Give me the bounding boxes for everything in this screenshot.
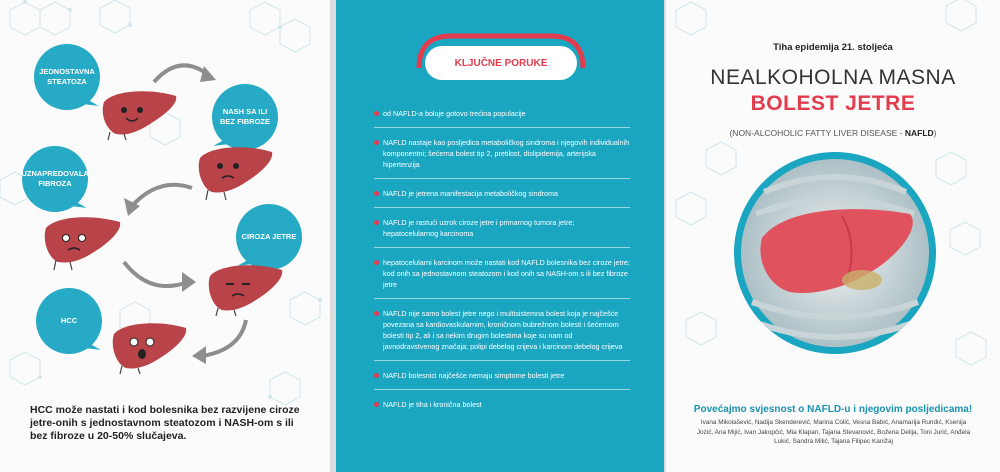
liver-character-happy — [100, 88, 180, 142]
divider — [374, 127, 630, 128]
cover-subtitle: Tiha epidemija 21. stoljeća — [773, 42, 893, 53]
stage-bubble-cirrhosis: CIROZA JETRE — [236, 204, 302, 270]
list-item: NAFLD nije samo bolest jetre nego i multisistemna bolest koja je najčešće povezana sa kardiovaskularnim, kroničnom bubrežnom bolesti i šećernom bolesti tip 2, ali i sa nekim drugim bolestima koje su nam od javnodravstvenog značaja; polipi debelog crijeva i karcinom debelog crijeva — [374, 308, 630, 352]
stage-bubble-steatosis: JEDNOSTAVNA STEATOZA — [34, 44, 100, 110]
stage-bubble-nash: NASH SA ILI BEZ FIBROZE — [212, 84, 278, 150]
liver-character-shocked — [110, 320, 190, 376]
liver-anatomy-illustration — [734, 152, 936, 354]
key-messages-list — [374, 108, 630, 410]
list-item: NAFLD nastaje kao posljedica metaboličkog sindroma i njegovih individualnih komponentni; šećerna bolest tip 2, pretilost, dislipidemija, arterijska hipertenzija — [374, 137, 630, 170]
key-messages-panel — [336, 0, 664, 472]
hcc-note: HCC može nastati i kod bolesnika bez razvijene ciroze jetre-onih s jednostavnom steatozom i NASH-om s ili bez fibroze u 20-50% slučajeva. — [30, 404, 300, 442]
list-item: hepatocelularni karcinom može nastati kod NAFLD bolesnika bez ciroze jetre; kod onih sa jednostavnom steatozom i kod onih sa NASH-om s ili bez fibroze jetre — [374, 257, 630, 290]
list-item: NAFLD je rastući uzrok ciroze jetre i primarnog tumora jetre; hepatocelularnog karcinoma — [374, 217, 630, 239]
arrow-icon — [120, 256, 200, 296]
arrow-icon — [118, 178, 198, 218]
divider — [374, 247, 630, 248]
arrow-icon — [150, 52, 220, 92]
liver-character-tired — [206, 262, 286, 318]
cover-panel — [666, 0, 1000, 472]
authors-list: Ivana Mikolašević, Nadija Skenderević, Marina Colić, Vesna Babić, Anamarija Rundić, Ksenija Jozić, Ana Mijić, Ivan Jakopčić, Mia Klapan, Tajana Stevanović, Božena Delija, Toni Jurić, Anđela Lukić, Sandra Milić, Tajana Filipec Kanižaj — [696, 419, 971, 445]
divider — [374, 207, 630, 208]
divider — [374, 389, 630, 390]
stage-bubble-advanced-fibrosis: UZNAPREDOVALA FIBROZA — [22, 146, 88, 212]
list-item: NAFLD je tiha i kronična bolest — [374, 399, 630, 410]
stage-bubble-hcc: HCC — [36, 288, 102, 354]
list-item: NAFLD bolesnici najčešće nemaju simptome bolesti jetre — [374, 370, 630, 381]
list-item: NAFLD je jetrena manifestacija metaboličkog sindroma — [374, 188, 630, 199]
liver-anatomy-drawing — [734, 152, 936, 354]
key-messages-header — [411, 28, 591, 88]
key-messages-title: KLJUČNE PORUKE — [425, 46, 577, 80]
divider — [374, 298, 630, 299]
liver-character-worried — [196, 144, 276, 202]
cover-english-title: (NON-ALCOHOLIC FATTY LIVER DISEASE - NAFLD) — [729, 128, 937, 138]
list-item: od NAFLD-a boluje gotovo trećina populacije — [374, 108, 630, 119]
arrow-icon — [186, 316, 256, 366]
cover-title-line2: BOLEST JETRE — [750, 92, 916, 115]
divider — [374, 178, 630, 179]
left-panel — [0, 0, 330, 472]
divider — [374, 360, 630, 361]
awareness-slogan: Povećajmo svjesnost o NAFLD-u i njegovim posljedicama! — [693, 404, 973, 415]
liver-character-sad — [42, 214, 124, 272]
cover-title-line1: NEALKOHOLNA MASNA — [710, 66, 956, 89]
